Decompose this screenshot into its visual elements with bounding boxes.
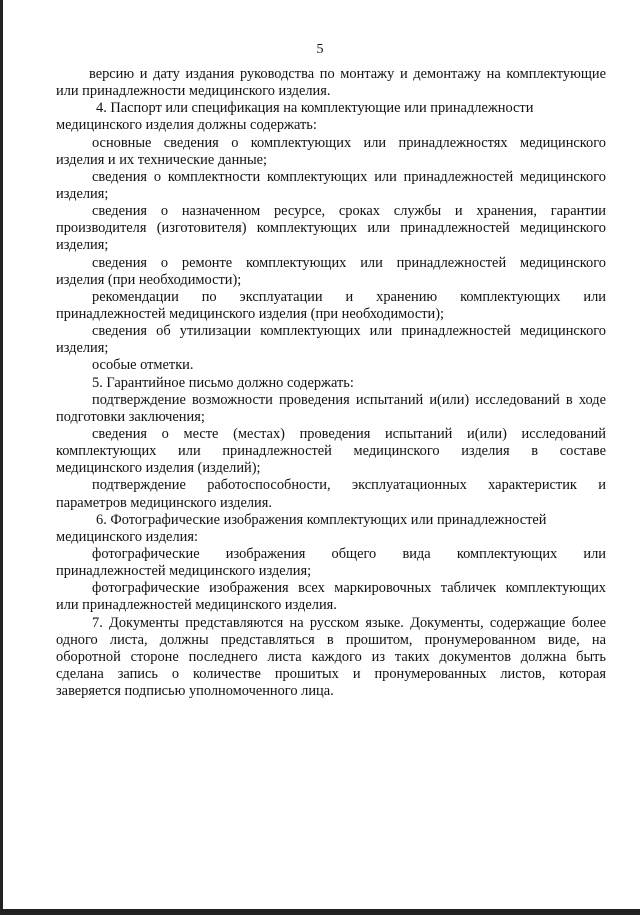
text-line: сделана запись о количестве прошитых и пронумерованных листов, которая xyxy=(56,665,606,682)
text-line: изделия; xyxy=(56,237,109,254)
text-line: 7. Документы представляются на русском языке. Документы, содержащие более xyxy=(92,614,606,631)
text-line: основные сведения о комплектующих или принадлежностях медицинского xyxy=(92,134,606,151)
text-line: сведения о месте (местах) проведения испытаний и(или) исследований xyxy=(92,425,606,442)
text-line: оборотной стороне последнего листа каждого из таких документов должна быть xyxy=(56,648,606,665)
text-line: производителя (изготовителя) комплектующих или принадлежностей медицинского xyxy=(56,220,606,237)
text-line: версию и дату издания руководства по монтажу и демонтажу на комплектующие xyxy=(89,66,606,82)
text-line: изделия (при необходимости); xyxy=(56,271,242,288)
text-line: 6. Фотографические изображения комплектующих или принадлежностей xyxy=(96,511,547,528)
text-line: медицинского изделия (изделий); xyxy=(56,460,261,477)
text-line: или принадлежностей медицинского изделия. xyxy=(56,597,337,614)
text-line: сведения о комплектности комплектующих или принадлежностей медицинского xyxy=(92,168,606,185)
text-line: или принадлежности медицинского изделия. xyxy=(56,83,331,100)
text-line: фотографические изображения всех маркировочных табличек комплектующих xyxy=(92,580,606,597)
text-line: медицинского изделия: xyxy=(56,528,198,545)
text-line: комплектующих или принадлежностей медицинского изделия в составе xyxy=(56,443,606,460)
text-line: сведения о ремонте комплектующих или принадлежностей медицинского xyxy=(92,254,606,271)
text-line: принадлежностей медицинского изделия (при необходимости); xyxy=(56,305,445,322)
scan-edge-bottom xyxy=(0,909,640,915)
text-line: подготовки заключения; xyxy=(56,408,205,425)
text-line: изделия и их технические данные; xyxy=(56,151,268,168)
text-line: изделия; xyxy=(56,340,109,357)
text-line: фотографические изображения общего вида комплектующих или xyxy=(92,545,606,562)
text-line: сведения о назначенном ресурсе, сроках службы и хранения, гарантии xyxy=(92,203,606,220)
text-line: одного листа, должны представляться в прошитом, пронумерованном виде, на xyxy=(56,631,606,648)
page-number: 5 xyxy=(316,42,324,57)
text-line: заверяется подписью уполномоченного лица. xyxy=(56,683,334,700)
text-line: подтверждение возможности проведения испытаний и(или) исследований в ходе xyxy=(92,391,606,408)
text-line: 5. Гарантийное письмо должно содержать: xyxy=(92,374,354,391)
text-line: медицинского изделия должны содержать: xyxy=(56,117,317,134)
text-line: рекомендации по эксплуатации и хранению комплектующих или xyxy=(92,288,606,305)
text-line: параметров медицинского изделия. xyxy=(56,494,272,511)
text-line: изделия; xyxy=(56,185,109,202)
text-line: особые отметки. xyxy=(92,357,194,374)
text-line: принадлежностей медицинского изделия; xyxy=(56,563,312,580)
text-line: сведения об утилизации комплектующих или принадлежностей медицинского xyxy=(92,323,606,340)
text-line: 4. Паспорт или спецификация на комплектующие или принадлежности xyxy=(96,100,534,117)
document-body xyxy=(56,66,606,700)
text-line: подтверждение работоспособности, эксплуатационных характеристик и xyxy=(92,477,606,494)
scan-edge-left xyxy=(0,0,3,915)
